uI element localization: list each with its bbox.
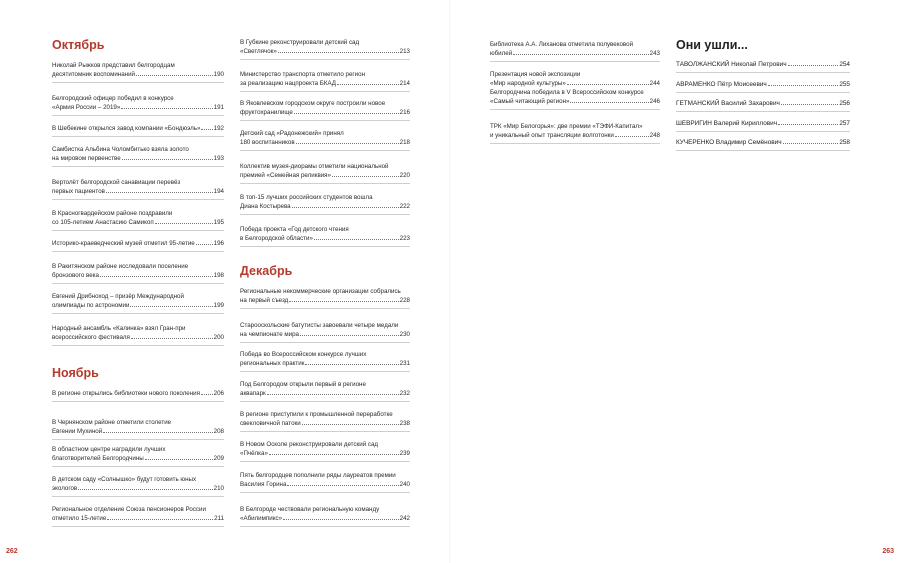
entry-title-line: В Ракитянском районе исследовали поселение bbox=[52, 263, 189, 270]
entry-line bbox=[240, 321, 410, 330]
entry-title-line: В Белгороде чествовали региональную команду bbox=[240, 506, 380, 513]
entry-line bbox=[240, 99, 410, 108]
entry-line bbox=[240, 471, 410, 480]
toc-entry[interactable] bbox=[52, 239, 224, 248]
entry-title-line: бронзового века bbox=[52, 272, 99, 279]
entry-line bbox=[52, 292, 224, 301]
entry-divider bbox=[52, 283, 224, 284]
entry-divider bbox=[676, 131, 850, 132]
entry-divider bbox=[240, 308, 410, 309]
entry-page-number: 240 bbox=[399, 481, 410, 488]
heading-october: Октябрь bbox=[52, 38, 105, 52]
entry-line bbox=[52, 445, 224, 454]
leader-dots bbox=[287, 484, 398, 486]
entry-divider bbox=[240, 91, 410, 92]
entry-divider bbox=[52, 115, 224, 116]
entry-line bbox=[52, 324, 224, 333]
entry-page-number: 231 bbox=[399, 360, 410, 367]
entry-page-number: 208 bbox=[213, 428, 224, 435]
entry-line bbox=[240, 38, 410, 47]
entry-divider bbox=[240, 492, 410, 493]
entry-line bbox=[490, 97, 660, 106]
entry-line bbox=[240, 380, 410, 389]
entry-title-line: региональных практик bbox=[240, 360, 305, 367]
entry-line bbox=[240, 108, 410, 117]
leader-dots bbox=[130, 305, 212, 307]
leader-dots bbox=[570, 101, 648, 103]
leader-dots bbox=[201, 128, 212, 130]
entry-title-line: десятитомник воспоминаний bbox=[52, 71, 135, 78]
entry-divider bbox=[240, 246, 410, 247]
entry-line bbox=[240, 202, 410, 211]
entry-line bbox=[240, 138, 410, 147]
entry-title-line: 180 воспитанников bbox=[240, 139, 295, 146]
entry-page-number: 209 bbox=[213, 455, 224, 462]
leader-dots bbox=[121, 107, 212, 109]
entry-line bbox=[52, 61, 224, 70]
entry-title-line: Победа во Всероссийском конкурсе лучших bbox=[240, 351, 367, 358]
entry-title-line: В детском саду «Солнышко» будут готовить юных bbox=[52, 476, 197, 483]
entry-title-line: Вертолёт белгородской санавиации перевёз bbox=[52, 179, 181, 186]
entry-divider bbox=[52, 230, 224, 231]
entry-page-number: 194 bbox=[213, 188, 224, 195]
person-page-number: 256 bbox=[839, 100, 850, 107]
entry-line bbox=[240, 350, 410, 359]
leader-dots bbox=[145, 458, 213, 460]
toc-entry[interactable] bbox=[52, 445, 224, 463]
entry-line bbox=[240, 410, 410, 419]
toc-entry[interactable] bbox=[240, 129, 410, 147]
entry-line bbox=[240, 359, 410, 368]
leader-dots bbox=[78, 488, 212, 490]
entry-title-line: В Чернянском районе отметили столетие bbox=[52, 419, 172, 426]
entry-title-line: и уникальный опыт трансляции волготонки bbox=[490, 132, 614, 139]
entry-divider bbox=[240, 526, 410, 527]
entry-divider bbox=[52, 439, 224, 440]
entry-line bbox=[490, 40, 660, 49]
entry-title-line: в Белгородской области» bbox=[240, 235, 313, 242]
toc-entry[interactable] bbox=[52, 262, 224, 280]
entry-page-number: 200 bbox=[213, 334, 224, 341]
leader-dots bbox=[269, 453, 399, 455]
entry-line bbox=[52, 187, 224, 196]
toc-entry[interactable] bbox=[52, 505, 224, 523]
toc-entry[interactable] bbox=[240, 440, 410, 458]
entry-title-line: В областном центре наградили лучших bbox=[52, 446, 166, 453]
entry-title-line: премией «Семейная реликвия» bbox=[240, 172, 331, 179]
leader-dots bbox=[267, 393, 399, 395]
entry-line bbox=[52, 178, 224, 187]
entry-line bbox=[52, 418, 224, 427]
entry-line bbox=[52, 271, 224, 280]
entry-title-line: В регионе приступили к промышленной переработке bbox=[240, 411, 393, 418]
entry-line bbox=[240, 449, 410, 458]
entry-title-line: на первый съезд bbox=[240, 297, 289, 304]
toc-entry[interactable] bbox=[240, 321, 410, 339]
person-entry[interactable] bbox=[676, 60, 850, 69]
entry-title-line: Старооскольские батутисты завоевали четыре медали bbox=[240, 322, 399, 329]
entry-divider bbox=[676, 150, 850, 151]
entry-title-line: экологов bbox=[52, 485, 78, 492]
entry-line bbox=[240, 505, 410, 514]
person-name: ТАВОЛЖАНСКИЙ Николай Петрович bbox=[676, 61, 787, 68]
entry-page-number: 193 bbox=[213, 155, 224, 162]
entry-divider bbox=[490, 109, 660, 110]
entry-line bbox=[52, 484, 224, 493]
entry-line bbox=[52, 209, 224, 218]
entry-title-line: фруктохранилище bbox=[240, 109, 293, 116]
entry-title-line: первых пациентов bbox=[52, 188, 105, 195]
toc-entry[interactable] bbox=[52, 61, 224, 79]
leader-dots bbox=[783, 142, 839, 144]
entry-page-number: 198 bbox=[213, 272, 224, 279]
entry-page-number: 230 bbox=[399, 331, 410, 338]
toc-entry[interactable] bbox=[490, 70, 660, 106]
person-name: ШЕВРИГИН Валерий Кириллович bbox=[676, 119, 778, 127]
entry-page-number: 248 bbox=[649, 132, 660, 139]
entry-line bbox=[52, 505, 224, 514]
entry-page-number: 191 bbox=[213, 104, 224, 111]
leader-dots bbox=[155, 222, 213, 224]
entry-page-number: 218 bbox=[399, 139, 410, 146]
entry-title-line: «Мир народной культуры» bbox=[490, 80, 566, 87]
entry-title-line: Белгородский офицер победил в конкурсе bbox=[52, 95, 174, 102]
entry-line bbox=[240, 225, 410, 234]
entry-page-number: 216 bbox=[399, 109, 410, 116]
entry-line bbox=[52, 333, 224, 342]
leader-dots bbox=[196, 243, 213, 245]
entry-page-number: 242 bbox=[399, 515, 410, 522]
leader-dots bbox=[778, 123, 838, 125]
entry-line bbox=[52, 389, 224, 398]
entry-divider bbox=[240, 461, 410, 462]
entry-divider bbox=[240, 59, 410, 60]
entry-line bbox=[240, 47, 410, 56]
leader-dots bbox=[100, 275, 213, 277]
entry-line bbox=[52, 218, 224, 227]
entry-line bbox=[240, 514, 410, 523]
entry-line bbox=[52, 145, 224, 154]
entry-divider bbox=[240, 120, 410, 121]
entry-line bbox=[240, 389, 410, 398]
entry-line bbox=[490, 70, 660, 79]
entry-line bbox=[240, 234, 410, 243]
entry-line bbox=[52, 70, 224, 79]
entry-page-number: 213 bbox=[399, 48, 410, 55]
entry-title-line: со 105-летием Анастасию Самикоп bbox=[52, 219, 154, 226]
person-page-number: 257 bbox=[839, 119, 850, 127]
entry-divider bbox=[240, 150, 410, 151]
entry-title-line: Региональные некоммерческие организации собрались bbox=[240, 288, 401, 295]
entry-title-line: всероссийского фестиваля bbox=[52, 334, 130, 341]
entry-line bbox=[490, 79, 660, 88]
entry-line bbox=[490, 122, 660, 131]
entry-title-line: «Светлячок» bbox=[240, 48, 277, 55]
page-number-left: 262 bbox=[6, 548, 18, 555]
person-entry[interactable] bbox=[676, 80, 850, 89]
entry-title-line: отметило 15-летие bbox=[52, 515, 107, 522]
toc-entry[interactable] bbox=[240, 38, 410, 56]
entry-divider bbox=[52, 82, 224, 83]
entry-title-line: Презентация новой экспозиции bbox=[490, 71, 581, 78]
leader-dots bbox=[201, 393, 213, 395]
entry-page-number: 228 bbox=[399, 297, 410, 304]
leader-dots bbox=[300, 334, 399, 336]
leader-dots bbox=[302, 423, 399, 425]
entry-divider bbox=[52, 496, 224, 497]
heading-november: Ноябрь bbox=[52, 366, 99, 380]
leader-dots bbox=[106, 191, 213, 193]
page-number-right: 263 bbox=[882, 548, 894, 555]
entry-page-number: 196 bbox=[213, 240, 224, 247]
toc-entry[interactable] bbox=[52, 475, 224, 493]
entry-divider bbox=[240, 431, 410, 432]
entry-title-line: В топ-15 лучших российских студентов вошла bbox=[240, 194, 373, 201]
person-page-number: 255 bbox=[839, 80, 850, 88]
leader-dots bbox=[107, 518, 213, 520]
leader-dots bbox=[567, 83, 649, 85]
toc-entry[interactable] bbox=[52, 178, 224, 196]
person-name: АВРАМЕНКО Пётр Моисеевич bbox=[676, 80, 767, 88]
entry-title-line: Василия Горина bbox=[240, 481, 287, 488]
entry-line bbox=[52, 301, 224, 310]
entry-title-line: Историко-краеведческий музей отметил 95-летие bbox=[52, 240, 195, 247]
entry-title-line: В Шебекине открылся завод компании «Бондюэль» bbox=[52, 125, 201, 132]
entry-title-line: Детский сад «Радонежский» принял bbox=[240, 130, 344, 137]
entry-divider bbox=[52, 345, 224, 346]
entry-title-line: Евгении Мухиной bbox=[52, 428, 103, 435]
entry-divider bbox=[52, 313, 224, 314]
entry-title-line: на мировом первенстве bbox=[52, 155, 121, 162]
entry-divider bbox=[52, 136, 224, 137]
toc-entry[interactable] bbox=[240, 70, 410, 88]
entry-page-number: 210 bbox=[213, 485, 224, 492]
entry-divider bbox=[52, 199, 224, 200]
entry-page-number: 222 bbox=[399, 203, 410, 210]
toc-entry[interactable] bbox=[52, 94, 224, 112]
entry-divider bbox=[676, 92, 850, 93]
entry-divider bbox=[240, 342, 410, 343]
entry-divider bbox=[676, 111, 850, 112]
toc-entry[interactable] bbox=[490, 122, 660, 140]
entry-line bbox=[52, 427, 224, 436]
entry-page-number: 214 bbox=[399, 80, 410, 87]
entry-divider bbox=[490, 143, 660, 144]
entry-line bbox=[240, 171, 410, 180]
entry-page-number: 239 bbox=[399, 450, 410, 457]
entry-divider bbox=[52, 526, 224, 527]
entry-page-number: 232 bbox=[399, 390, 410, 397]
leader-dots bbox=[294, 112, 399, 114]
entry-page-number: 244 bbox=[649, 80, 660, 87]
toc-entry[interactable] bbox=[52, 124, 224, 133]
entry-title-line: Региональное отделение Союза пенсионеров России bbox=[52, 506, 206, 513]
entry-title-line: Диана Костырева bbox=[240, 203, 291, 210]
entry-page-number: 223 bbox=[399, 235, 410, 242]
entry-divider bbox=[240, 214, 410, 215]
entry-page-number: 243 bbox=[649, 50, 660, 57]
entry-line bbox=[490, 131, 660, 140]
entry-line bbox=[240, 70, 410, 79]
toc-entry[interactable] bbox=[52, 209, 224, 227]
entry-line bbox=[52, 262, 224, 271]
entry-title-line: Николай Рыжков представил белгородцам bbox=[52, 62, 175, 69]
leader-dots bbox=[768, 84, 839, 86]
entry-line bbox=[52, 454, 224, 463]
entry-page-number: 190 bbox=[213, 71, 224, 78]
entry-page-number: 192 bbox=[213, 125, 224, 132]
leader-dots bbox=[788, 64, 839, 66]
entry-title-line: Коллектив музея-диорамы отметили национальной bbox=[240, 163, 389, 170]
entry-title-line: Народный ансамбль «Калинка» взял Гран-при bbox=[52, 325, 186, 332]
entry-title-line: олимпиады по астрономии bbox=[52, 302, 130, 309]
entry-title-line: свекловичной патоки bbox=[240, 420, 301, 427]
toc-entry[interactable] bbox=[240, 410, 410, 428]
leader-dots bbox=[332, 175, 399, 177]
leader-dots bbox=[781, 103, 838, 105]
entry-divider bbox=[52, 251, 224, 252]
leader-dots bbox=[305, 363, 398, 365]
toc-entry[interactable] bbox=[240, 350, 410, 368]
entry-title-line: за реализацию нацпроекта БКАД bbox=[240, 80, 336, 87]
entry-line bbox=[240, 287, 410, 296]
entry-divider bbox=[676, 72, 850, 73]
entry-page-number: 195 bbox=[213, 219, 224, 226]
heading-gone: Они ушли... bbox=[676, 38, 748, 52]
person-entry[interactable] bbox=[676, 138, 850, 147]
leader-dots bbox=[131, 337, 213, 339]
toc-entry[interactable] bbox=[52, 418, 224, 436]
person-name: КУЧЕРЕНКО Владимир Семёнович bbox=[676, 139, 782, 146]
toc-entry[interactable] bbox=[52, 389, 224, 398]
entry-line bbox=[240, 193, 410, 202]
leader-dots bbox=[278, 51, 399, 53]
toc-entry[interactable] bbox=[52, 292, 224, 310]
entry-line bbox=[52, 514, 224, 523]
toc-entry[interactable] bbox=[240, 505, 410, 523]
entry-page-number: 206 bbox=[213, 390, 224, 397]
leader-dots bbox=[136, 74, 213, 76]
entry-line bbox=[240, 79, 410, 88]
entry-title-line: В Красногвардейском районе поздравили bbox=[52, 210, 173, 217]
toc-entry[interactable] bbox=[240, 287, 410, 305]
entry-title-line: Победа проекта «Год детского чтения bbox=[240, 226, 349, 233]
entry-title-line: Евгений Дрибноход – призёр Международной bbox=[52, 293, 184, 300]
entry-title-line: В Яковлевском городском округе построили новое bbox=[240, 100, 386, 107]
entry-divider bbox=[240, 401, 410, 402]
entry-line bbox=[52, 103, 224, 112]
entry-line bbox=[52, 154, 224, 163]
entry-title-line: Министерство транспорта отметило регион bbox=[240, 71, 365, 78]
leader-dots bbox=[283, 518, 399, 520]
entry-title-line: юбилей bbox=[490, 50, 513, 57]
entry-page-number: 211 bbox=[214, 515, 224, 522]
toc-entry[interactable] bbox=[240, 471, 410, 489]
toc-entry[interactable] bbox=[490, 40, 660, 58]
entry-title-line: В Губкине реконструировали детский сад bbox=[240, 39, 360, 46]
entry-title-line: Самбистка Альбина Чоломбитько взяла золото bbox=[52, 146, 189, 153]
entry-divider bbox=[490, 61, 660, 62]
person-entry[interactable] bbox=[676, 99, 850, 108]
entry-title-line: Белгородчина победила в V Всероссийском конкурсе bbox=[490, 89, 644, 96]
leader-dots bbox=[615, 135, 649, 137]
person-entry[interactable] bbox=[676, 119, 850, 128]
entry-title-line: аквапарк bbox=[240, 390, 266, 397]
entry-line bbox=[490, 88, 660, 97]
entry-line bbox=[240, 129, 410, 138]
entry-title-line: «Пчёлка» bbox=[240, 450, 268, 457]
page-spine bbox=[449, 0, 451, 563]
toc-entry[interactable] bbox=[240, 193, 410, 211]
entry-divider bbox=[52, 166, 224, 167]
leader-dots bbox=[289, 300, 398, 302]
toc-entry[interactable] bbox=[240, 225, 410, 243]
entry-line bbox=[240, 330, 410, 339]
entry-divider bbox=[240, 371, 410, 372]
entry-page-number: 246 bbox=[649, 98, 660, 105]
entry-title-line: ТРК «Мир Белогорья»: две премии «ТЭФИ-Капитал» bbox=[490, 123, 643, 130]
toc-entry[interactable] bbox=[240, 380, 410, 398]
leader-dots bbox=[337, 83, 399, 85]
entry-title-line: «Армия России – 2019» bbox=[52, 104, 121, 111]
entry-line bbox=[52, 475, 224, 484]
entry-divider bbox=[240, 183, 410, 184]
entry-title-line: благотворителей Белгородчины bbox=[52, 455, 144, 462]
entry-divider bbox=[52, 401, 224, 402]
entry-line bbox=[52, 124, 224, 133]
leader-dots bbox=[513, 53, 649, 55]
toc-entry[interactable] bbox=[240, 162, 410, 180]
toc-entry[interactable] bbox=[52, 145, 224, 163]
entry-title-line: «Самый читающий регион» bbox=[490, 98, 570, 105]
leader-dots bbox=[296, 142, 399, 144]
leader-dots bbox=[314, 238, 399, 240]
entry-divider bbox=[52, 466, 224, 467]
toc-entry[interactable] bbox=[52, 324, 224, 342]
entry-line bbox=[240, 296, 410, 305]
entry-line bbox=[240, 162, 410, 171]
leader-dots bbox=[103, 431, 212, 433]
entry-title-line: В Новом Осколе реконструировали детский сад bbox=[240, 441, 379, 448]
entry-title-line: В регионе открылись библиотеки нового поколения bbox=[52, 390, 200, 397]
entry-page-number: 238 bbox=[399, 420, 410, 427]
entry-title-line: Под Белгородом открыли первый в регионе bbox=[240, 381, 366, 388]
person-page-number: 258 bbox=[839, 139, 850, 146]
entry-line bbox=[240, 419, 410, 428]
toc-entry[interactable] bbox=[240, 99, 410, 117]
entry-title-line: Библиотека А.А. Лиханова отметила полувековой bbox=[490, 41, 634, 48]
entry-page-number: 220 bbox=[399, 172, 410, 179]
person-page-number: 254 bbox=[839, 61, 850, 68]
person-name: ГЕТМАНСКИЙ Василий Захарович bbox=[676, 100, 780, 107]
leader-dots bbox=[292, 206, 399, 208]
entry-title-line: на чемпионате мира bbox=[240, 331, 299, 338]
entry-title-line: Пять белгородцев пополнили ряды лауреатов премии bbox=[240, 472, 396, 479]
entry-page-number: 199 bbox=[213, 302, 224, 309]
leader-dots bbox=[122, 158, 213, 160]
heading-december: Декабрь bbox=[240, 264, 293, 278]
entry-title-line: «Абилимпикс» bbox=[240, 515, 283, 522]
entry-line bbox=[52, 94, 224, 103]
entry-line bbox=[490, 49, 660, 58]
entry-line bbox=[240, 440, 410, 449]
entry-line bbox=[240, 480, 410, 489]
entry-line bbox=[52, 239, 224, 248]
